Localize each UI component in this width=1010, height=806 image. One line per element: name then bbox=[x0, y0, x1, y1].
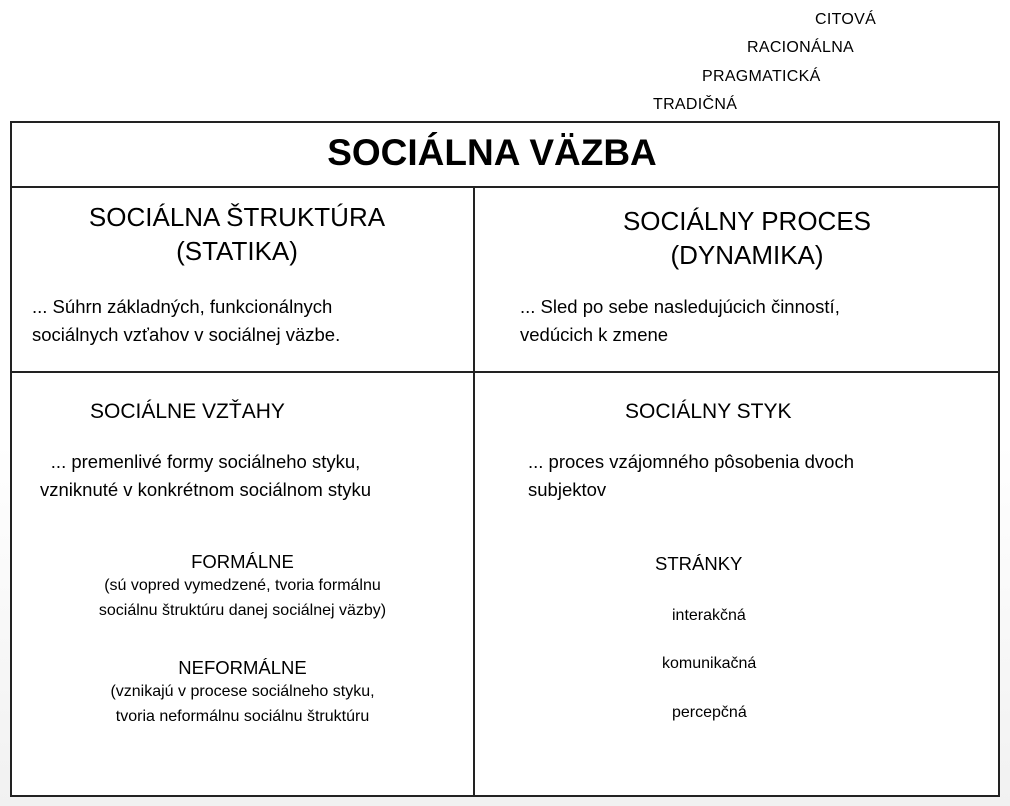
left-description bbox=[32, 293, 340, 349]
social-bond-diagram bbox=[10, 121, 1000, 797]
left-desc-line1: ... Súhrn základných, funkcionálnych bbox=[32, 296, 333, 317]
formal-line2: sociálnu štruktúru danej sociálnej väzby) bbox=[98, 601, 387, 619]
right-sub-desc-line1: ... proces vzájomného pôsobenia dvoch bbox=[528, 451, 855, 472]
top-word-tradicna: TRADIČNÁ bbox=[653, 96, 738, 113]
divider-middle bbox=[12, 371, 998, 373]
informal-line2: tvoria neformálnu sociálnu štruktúru bbox=[115, 707, 370, 725]
aspect-interactive: interakčná bbox=[672, 607, 746, 624]
divider-vertical bbox=[473, 188, 475, 795]
informal-line1: (vznikajú v procese sociálneho styku, bbox=[110, 683, 375, 701]
left-desc-line2: sociálnych vzťahov v sociálnej väzbe. bbox=[32, 323, 341, 345]
left-heading-line1: SOCIÁLNA ŠTRUKTÚRA bbox=[88, 202, 386, 232]
left-sub-description bbox=[40, 448, 371, 504]
top-word-pragmaticka: PRAGMATICKÁ bbox=[702, 68, 821, 85]
right-sub-heading: SOCIÁLNY STYK bbox=[625, 400, 792, 423]
top-word-racionalna: RACIONÁLNA bbox=[747, 39, 855, 56]
diagram-title: SOCIÁLNA VÄZBA bbox=[327, 132, 657, 173]
left-sub-desc-line1: ... premenlivé formy sociálneho styku, bbox=[50, 451, 361, 472]
right-description bbox=[520, 293, 840, 349]
informal-block bbox=[12, 656, 473, 730]
informal-title: NEFORMÁLNE bbox=[178, 657, 307, 678]
right-sub-desc-line2: subjektov bbox=[528, 478, 607, 500]
left-heading bbox=[52, 201, 422, 269]
aspects-title: STRÁNKY bbox=[655, 553, 743, 574]
formal-block bbox=[12, 550, 473, 624]
aspect-communicative: komunikačná bbox=[662, 655, 757, 672]
right-heading-line1: SOCIÁLNY PROCES bbox=[622, 206, 872, 236]
left-sub-desc-line2: vzniknuté v konkrétnom sociálnom styku bbox=[40, 478, 372, 500]
left-sub-heading: SOCIÁLNE VZŤAHY bbox=[90, 400, 285, 423]
right-heading-line2: (DYNAMIKA) bbox=[670, 239, 824, 270]
right-heading bbox=[562, 205, 932, 273]
top-word-citova: CITOVÁ bbox=[815, 11, 877, 28]
divider-title bbox=[12, 186, 998, 188]
formal-line1: (sú vopred vymedzené, tvoria formálnu bbox=[104, 577, 381, 595]
right-desc-line2: vedúcich k zmene bbox=[520, 323, 669, 345]
aspect-perceptive: percepčná bbox=[672, 704, 747, 721]
right-sub-description bbox=[528, 448, 854, 504]
right-desc-line1: ... Sled po sebe nasledujúcich činností, bbox=[520, 296, 840, 317]
left-heading-line2: (STATIKA) bbox=[176, 235, 298, 266]
formal-title: FORMÁLNE bbox=[191, 551, 294, 572]
